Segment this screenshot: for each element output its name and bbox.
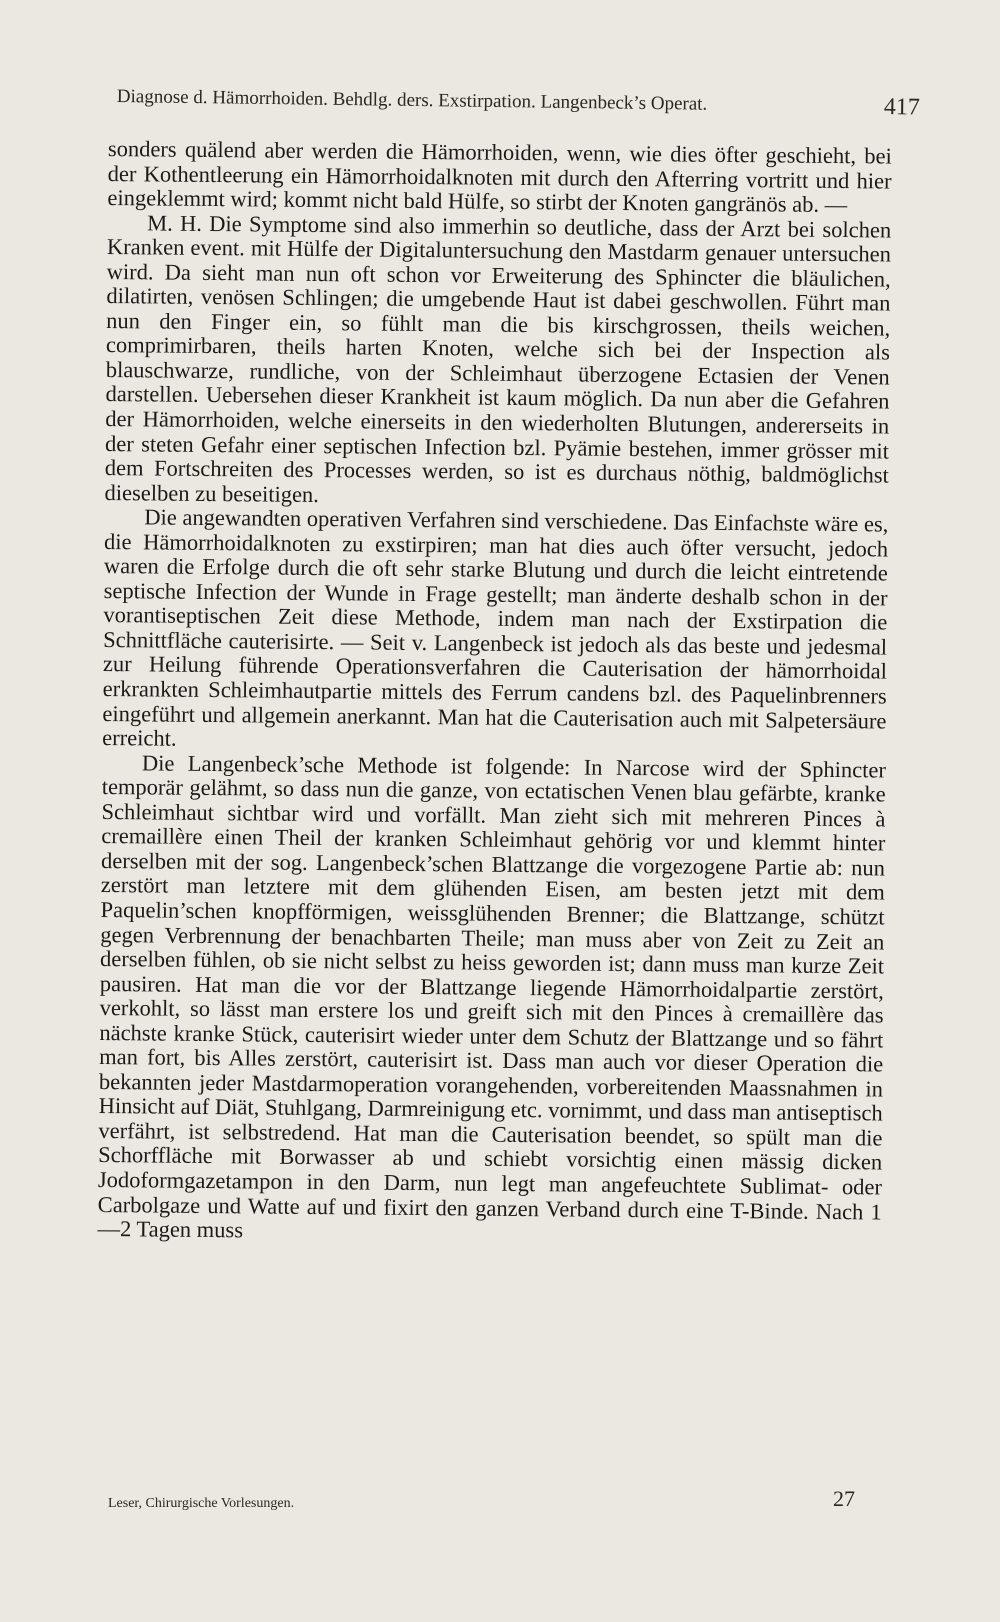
paragraph: M. H. Die Symptome sind also immerhin so deutliche, dass der Arzt bei solchen Kranken event. mit Hülfe der Digitaluntersuchung den Mastdarm genauer untersuchen wird. Da sieht man nun oft schon vor Erweiterung des Sphincter die bläulichen, dilatirten, venösen Schlingen; die umgebende Haut ist dabei geschwollen. Führt man nun den Finger ein, so fühlt man die bis kirschgrossen, theils weichen, comprimirbaren, theils harten Knoten, welche sich bei der Inspection als blauschwarze, rundliche, von der Schleimhaut überzogene Ectasien der Venen darstellen. Uebersehen dieser Krankheit ist kaum möglich. Da nun aber die Gefahren der Hämorrhoiden, welche einerseits in den wiederholten Blutungen, andererseits in der steten Gefahr einer septischen Infection bzl. Pyämie bestehen, immer grösser mit dem Fortschreiten des Processes werden, so ist es durchaus nöthig, baldmöglichst dieselben zu beseitigen.	[104, 210, 892, 507]
book-reference: Leser, Chirurgische Vorlesungen.	[108, 1496, 295, 1511]
body-text	[97, 137, 892, 1249]
page-number: 417	[883, 94, 920, 121]
printer-signature: 27	[833, 1486, 855, 1511]
page-footer	[108, 1486, 855, 1522]
paragraph: sonders quälend aber werden die Hämorrhoiden, wenn, wie dies öfter geschieht, bei der Kothentleerung ein Hämorrhoidalknoten mit durch den Afterring vortritt und hier eingeklemmt wird; kommt nicht bald Hülfe, so stirbt der Knoten gangränös ab. —	[107, 136, 892, 218]
running-head: Diagnose d. Hämorrhoiden. Behdlg. ders. Exstirpation. Langenbeck’s Operat.	[116, 86, 708, 115]
page-header	[117, 86, 920, 131]
paragraph: Die angewandten operativen Verfahren sind verschiedene. Das Einfachste wäre es, die Hämorrhoidalknoten zu exstirpiren; man hat dies auch öfter versucht, jedoch waren die Erfolge durch die oft sehr starke Blutung und durch die leicht eintretende septische Infection der Wunde in Frage gestellt; man änderte deshalb schon in der vorantiseptischen Zeit diese Methode, indem man nach der Exstirpation die Schnittfläche cauterisirte. — Seit v. Langenbeck ist jedoch als das beste und jedesmal zur Heilung führende Operationsverfahren die Cauterisation der hämorrhoidal erkrankten Schleimhautpartie mittels des Ferrum candens bzl. des Paquelinbrenners eingeführt und allgemein anerkannt. Man hat die Cauterisation auch mit Salpetersäure erreicht.	[102, 504, 889, 751]
paragraph: Die Langenbeck’sche Methode ist folgende: In Narcose wird der Sphincter temporär gelähmt, so dass nun die ganze, von ectatischen Venen blau gefärbte, kranke Schleimhaut sichtbar wird und vorfällt. Man zieht sich mit mehreren Pinces à cremaillère einen Theil der kranken Schleimhaut gehörig vor und klemmt hinter derselben mit der sog. Langenbeck’schen Blattzange die vorgezogene Partie ab: nun zerstört man letztere mit dem glühenden Eisen, am besten jetzt mit dem Paquelin’schen knopfförmigen, weissglühenden Brenner; die Blattzange, schützt gegen Verbrennung der benachbarten Theile; man muss aber von Zeit zu Zeit an derselben fühlen, ob sie nicht selbst zu heiss geworden ist; dann muss man kurze Zeit pausiren. Hat man die vor der Blattzange liegende Hämorrhoidalpartie zerstört, verkohlt, so lässt man erstere los und greift sich mit den Pinces à cremaillère das nächste kranke Stück, cauterisirt wieder unter dem Schutz der Blattzange und so fährt man fort, bis Alles zerstört, cauterisirt ist. Dass man auch vor dieser Operation die bekannten jeder Mastdarmoperation vorangehenden, vorbereitenden Maassnahmen in Hinsicht auf Diät, Stuhlgang, Darmreinigung etc. vornimmt, und dass man antiseptisch verfährt, ist selbstredend. Hat man die Cauterisation beendet, so spült man die Schorffläche mit Borwasser ab und schiebt vorsichtig einen mässig dicken Jodoformgazetampon in den Darm, nun legt man angefeuchtete Sublimat- oder Carbolgaze und Watte auf und fixirt den ganzen Verband durch eine T-Binde. Nach 1—2 Tagen muss	[97, 750, 887, 1243]
